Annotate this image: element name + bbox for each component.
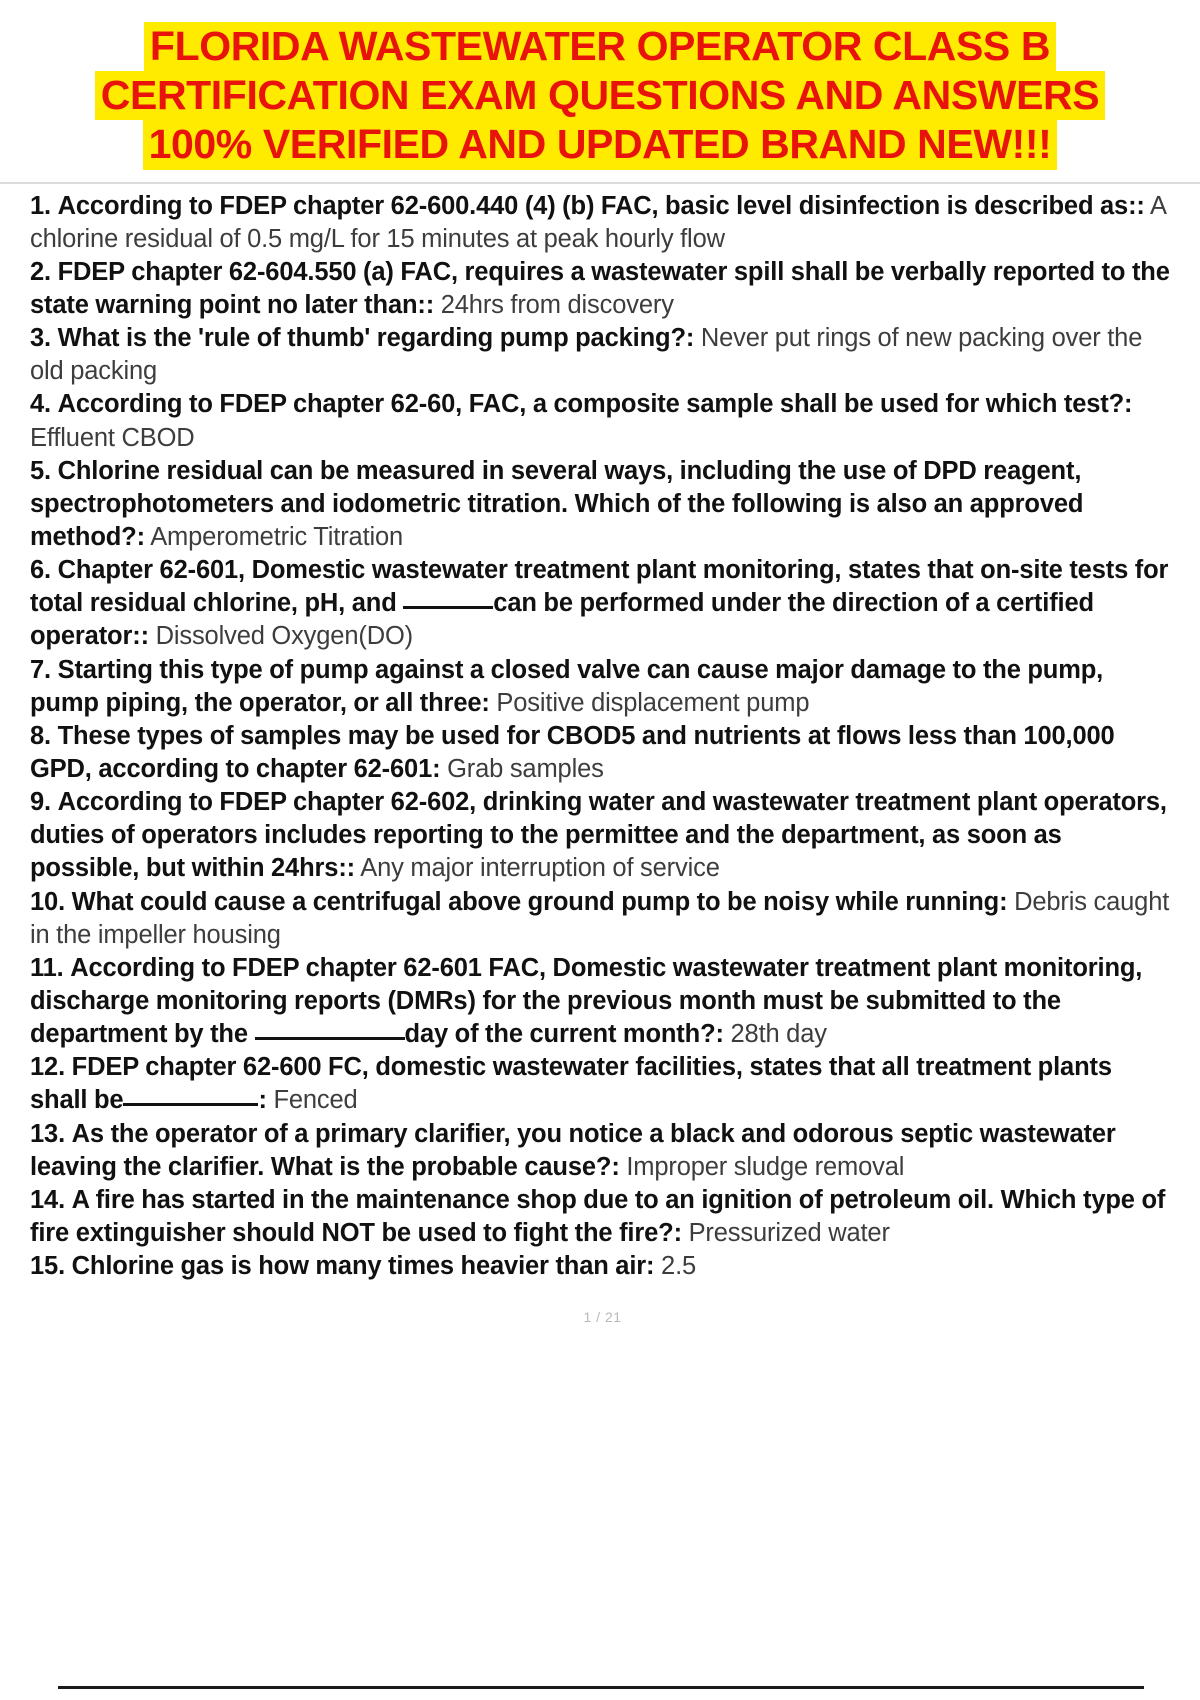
answer-text: 28th day — [730, 1020, 827, 1049]
question-text: These types of samples may be used for CBOD5 and nutrients at flows less than 100,000 GPD, according to chapter 62-601: — [30, 721, 1115, 783]
question-text: Starting this type of pump against a closed valve can cause major damage to the pump, pump piping, the operator, or all three: — [30, 655, 1104, 717]
answer-text: Dissolved Oxygen(DO) — [155, 622, 414, 651]
question-number: 9. — [30, 788, 51, 817]
title-line-3: 100% VERIFIED AND UPDATED BRAND NEW!!! — [143, 120, 1058, 169]
question-number: 10. — [30, 887, 65, 916]
answer-text: Fenced — [273, 1086, 358, 1115]
bottom-divider — [58, 1686, 1144, 1689]
answer-text: Effluent CBOD — [30, 423, 195, 452]
question-number: 5. — [30, 456, 51, 485]
answer-text: A chlorine residual of 0.5 mg/L for 15 minutes at peak hourly flow — [30, 191, 1166, 253]
answer-text: Positive displacement pump — [496, 688, 810, 717]
qa-item-14 — [30, 1184, 1175, 1250]
qa-item-6 — [30, 554, 1175, 653]
question-text: Chlorine gas is how many times heavier than air: — [71, 1252, 655, 1281]
question-number: 11. — [30, 953, 64, 982]
question-text-part1: Chapter 62-601, Domestic wastewater treatment plant monitoring, states that on-site tests for total residual chlorine, pH, and — [30, 556, 1169, 618]
answer-text: Amperometric Titration — [150, 522, 404, 551]
question-number: 12. — [30, 1053, 65, 1082]
qa-item-9 — [30, 786, 1175, 885]
question-text: According to FDEP chapter 62-60, FAC, a composite sample shall be used for which test?: — [57, 390, 1133, 419]
answer-text: Any major interruption of service — [360, 854, 720, 883]
fill-in-blank — [123, 1103, 258, 1106]
question-number: 13. — [30, 1119, 65, 1148]
qa-item-1 — [30, 190, 1175, 256]
question-list — [0, 184, 1175, 1326]
question-number: 1. — [30, 191, 51, 220]
answer-text: Grab samples — [447, 754, 604, 783]
answer-text: Debris caught in the impeller housing — [30, 887, 1170, 949]
question-text: What could cause a centrifugal above ground pump to be noisy while running: — [71, 887, 1008, 916]
question-text-part1: FDEP chapter 62-600 FC, domestic wastewater facilities, states that all treatment plants shall be — [30, 1053, 1112, 1115]
question-number: 15. — [30, 1252, 65, 1281]
qa-item-11 — [30, 952, 1175, 1051]
fill-in-blank — [255, 1037, 405, 1040]
question-text: A fire has started in the maintenance shop due to an ignition of petroleum oil. Which type of fire extinguisher should NOT be used to fight the fire?: — [30, 1185, 1166, 1247]
question-text: FDEP chapter 62-604.550 (a) FAC, requires a wastewater spill shall be verbally reported to the state warning point no later than:: — [30, 257, 1170, 319]
question-number: 3. — [30, 324, 51, 353]
question-number: 2. — [30, 257, 51, 286]
question-text: What is the 'rule of thumb' regarding pump packing?: — [57, 324, 695, 353]
title-line-2: CERTIFICATION EXAM QUESTIONS AND ANSWERS — [95, 71, 1105, 120]
qa-item-12 — [30, 1051, 1175, 1117]
question-number: 7. — [30, 655, 51, 684]
qa-item-8 — [30, 720, 1175, 786]
question-text-part1: According to FDEP chapter 62-601 FAC, Domestic wastewater treatment plant monitoring, discharge monitoring reports (DMRs) for the previous month must be submitted to the department by the — [30, 953, 1143, 1049]
answer-text: Improper sludge removal — [626, 1152, 905, 1181]
fill-in-blank — [403, 606, 493, 609]
question-number: 6. — [30, 556, 51, 585]
qa-item-13 — [30, 1118, 1175, 1184]
question-text: According to FDEP chapter 62-602, drinking water and wastewater treatment plant operators, duties of operators includes reporting to the permittee and the department, as soon as possible, but within 24hrs:: — [30, 788, 1167, 883]
question-text: As the operator of a primary clarifier, you notice a black and odorous septic wastewater leaving the clarifier. What is the probable cause?: — [30, 1119, 1116, 1181]
answer-text: 24hrs from discovery — [440, 290, 674, 319]
question-number: 8. — [30, 721, 51, 750]
question-text-part2: : — [258, 1086, 267, 1115]
question-text-part2: day of the current month?: — [404, 1020, 724, 1049]
question-text: Chlorine residual can be measured in several ways, including the use of DPD reagent, spectrophotometers and iodometric titration. Which of the following is also an approved method?: — [30, 456, 1084, 551]
question-number: 4. — [30, 390, 51, 419]
qa-item-7 — [30, 654, 1175, 720]
qa-item-10 — [30, 886, 1175, 952]
answer-text: Never put rings of new packing over the old packing — [30, 324, 1143, 386]
question-text: According to FDEP chapter 62-600.440 (4) (b) FAC, basic level disinfection is described as:: — [57, 191, 1145, 220]
title-line-1: FLORIDA WASTEWATER OPERATOR CLASS B — [144, 22, 1056, 71]
qa-item-2 — [30, 256, 1175, 322]
answer-text: 2.5 — [661, 1252, 697, 1281]
page-number: 1 / 21 — [583, 1309, 622, 1326]
answer-text: Pressurized water — [688, 1218, 890, 1247]
qa-item-4 — [30, 388, 1175, 454]
qa-item-15 — [30, 1250, 1175, 1283]
qa-item-5 — [30, 455, 1175, 554]
qa-item-3 — [30, 322, 1175, 388]
document-title — [0, 0, 1200, 174]
question-number: 14. — [30, 1185, 65, 1214]
question-text-part2: can be performed under the direction of a certified operator:: — [30, 589, 1094, 651]
